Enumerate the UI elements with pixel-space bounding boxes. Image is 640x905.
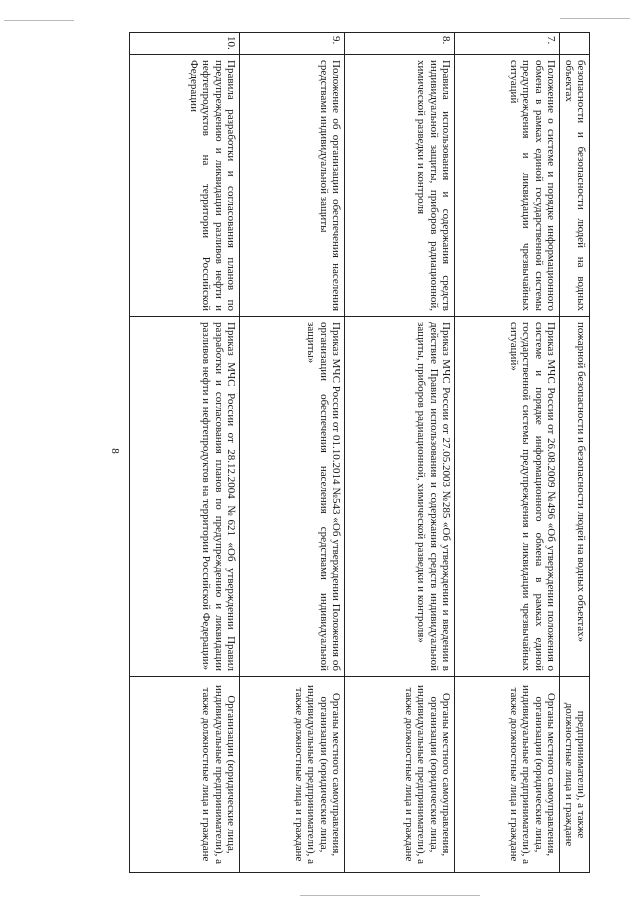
subjects: предприниматели), а также должностные лица и граждане xyxy=(560,677,590,873)
legal-act: Приказ МЧС России от 27.05.2003 №285 «Об утверждении и введении в действие Правил использования и содержания средств индивидуальной защиты, приборов радиационной, химической разведки и контроля» xyxy=(345,317,455,677)
subjects: Органы местного самоуправления, организации (юридические лица, индивидуальные предприниматели), а также должностные лица и граждане xyxy=(455,677,560,873)
subjects: Организации (юридические лица, индивидуальные предприниматели), а также должностные лица и граждане xyxy=(130,677,240,873)
regulations-table xyxy=(129,32,590,873)
legal-act: Приказ МЧС России от 26.08.2009 №496 «Об утверждении положения о системе и порядке информационного обмена в рамках единой государственной системы предупреждения и ликвидации чрезвычайных ситуаций» xyxy=(455,317,560,677)
table-row xyxy=(345,33,455,873)
page-number: 8 xyxy=(108,448,121,454)
row-number: 10. xyxy=(130,33,240,55)
subjects: Органы местного самоуправления, организации (юридические лица, индивидуальные предприниматели), а также должностные лица и граждане xyxy=(240,677,345,873)
legal-act: пожарной безопасности и безопасности людей на водных объектах» xyxy=(560,317,590,677)
requirement-name: Правила использования и содержания средств индивидуальной защиты, приборов радиационной, химической разведки и контроля xyxy=(345,55,455,317)
table-row xyxy=(455,33,560,873)
subjects: Органы местного самоуправления, организации (юридические лица, индивидуальные предприниматели), а также должностные лица и граждане xyxy=(345,677,455,873)
row-number: 8. xyxy=(345,33,455,55)
row-number xyxy=(560,33,590,55)
requirement-name: безопасности и безопасности людей на водных объектах xyxy=(560,55,590,317)
table-row xyxy=(130,33,240,873)
requirement-name: Положение о системе и порядке информационного обмена в рамках единой государственной системы предупреждения и ликвидации чрезвычайных ситуаций xyxy=(455,55,560,317)
legal-act: Приказ МЧС России от 28.12.2004 №621 «Об утверждении Правил разработки и согласования планов по предупреждению и ликвидации разливов нефти и нефтепродуктов на территории Российской Федерации» xyxy=(130,317,240,677)
row-number: 7. xyxy=(455,33,560,55)
requirement-name: Положение об организации обеспечения населения средствами индивидуальной защиты xyxy=(240,55,345,317)
table-row xyxy=(560,33,590,873)
rotated-table-container xyxy=(130,32,590,872)
row-number: 9. xyxy=(240,33,345,55)
legal-act: Приказ МЧС России от 01.10.2014 №543 «Об утверждении Положения об организации обеспечения населения средствами индивидуальной защиты» xyxy=(240,317,345,677)
table-row xyxy=(240,33,345,873)
scan-mark-top-right xyxy=(560,18,630,19)
scan-mark-top-left xyxy=(4,20,74,21)
scan-mark-bottom xyxy=(300,895,480,896)
requirement-name: Правила разработки и согласования планов по предупреждению и ликвидации разливов нефти и нефтепродуктов на территории Российской Федерации xyxy=(130,55,240,317)
